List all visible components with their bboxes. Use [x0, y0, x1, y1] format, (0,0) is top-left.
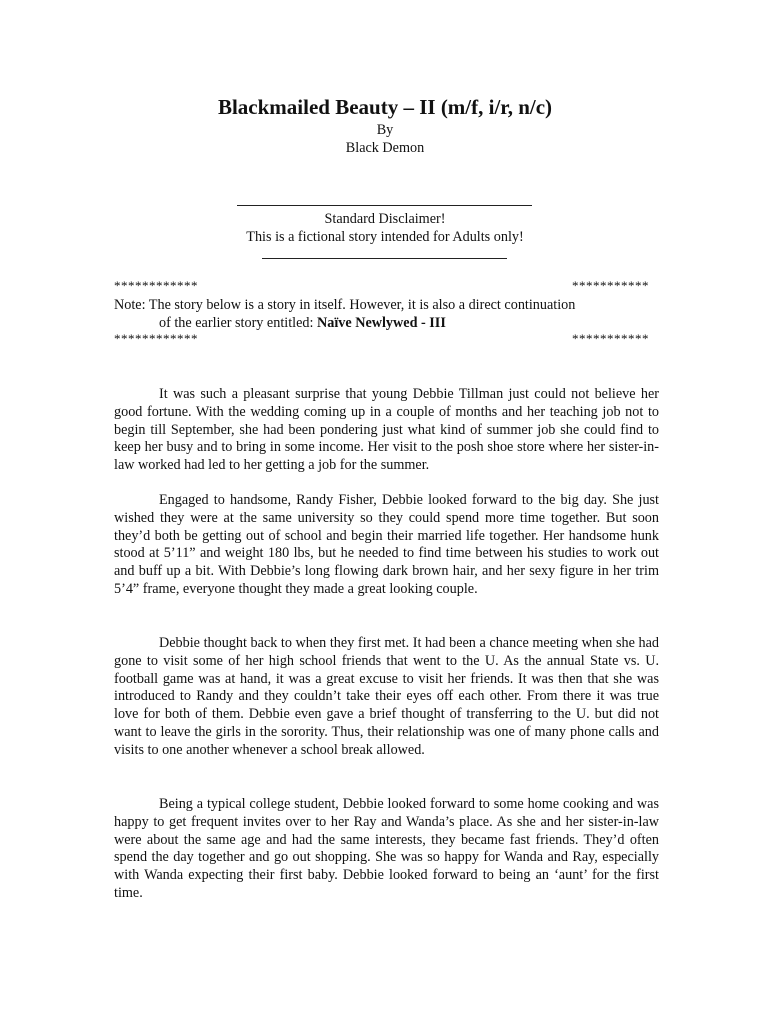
note-prefix: of the earlier story entitled:	[159, 315, 317, 331]
continuation-note-line2	[159, 314, 446, 332]
author-name: Black Demon	[345, 140, 425, 156]
previous-story-title: Naïve Newlywed - III	[316, 315, 446, 331]
by-label: By	[376, 122, 394, 138]
story-paragraph: Debbie thought back to when they first met. It had been a chance meeting when she had gone to visit some of her high school friends that went to the U. As the annual State vs. U. football game was at hand, it was a great excuse to visit her friends. It was then that she was introduced to Randy and they couldn’t take their eyes off each other. From there it was true love for both of them. Debbie even gave a brief thought of transferring to the U. but did not want to leave the girls in the sorority. Thus, their relationship was one of many phone calls and visits to one another whenever a school break allowed.	[114, 635, 659, 758]
disclaimer-heading: Standard Disclaimer!	[324, 211, 446, 227]
story-paragraph: Being a typical college student, Debbie looked forward to some home cooking and was happy to get frequent invites over to her Ray and Wanda’s place. As she and her sister-in-law were about the same age and had the same interests, they became fast friends. They’d often spend the day together and go out shopping. She was so happy for Wanda and Ray, especially with Wanda expecting their first baby. Debbie looked forward to being an ‘aunt’ for the first time.	[114, 796, 659, 901]
top-divider	[237, 205, 532, 206]
story-title: Blackmailed Beauty – II (m/f, i/r, n/c)	[217, 95, 553, 119]
stars-right-bottom: ***********	[572, 331, 649, 346]
story-paragraph: It was such a pleasant surprise that young Debbie Tillman just could not believe her good fortune. With the wedding coming up in a couple of months and her teaching job not to begin till September, she had been pondering just what kind of summer job she could find to keep her busy and to bring in some income. Her visit to the posh shoe store where her sister-in-law worked had led to her getting a job for the summer.	[114, 386, 659, 474]
stars-left-top: ************	[114, 278, 198, 293]
continuation-note: Note: The story below is a story in itself. However, it is also a direct continuation	[114, 297, 576, 313]
stars-left-bottom: ************	[114, 331, 198, 346]
bottom-divider	[262, 258, 507, 259]
disclaimer-text: This is a fictional story intended for Adults only!	[246, 229, 524, 245]
stars-right-top: ***********	[572, 278, 649, 293]
story-paragraph: Engaged to handsome, Randy Fisher, Debbie looked forward to the big day. She just wished they were at the same university so they could spend more time together. But soon they’d both be getting out of school and begin their married life together. Her handsome hunk stood at 5’11” and weight 180 lbs, but he needed to find time between his studies to work out and buff up a bit. With Debbie’s long flowing dark brown hair, and her sexy figure in her trim 5’4” frame, everyone thought they made a great looking couple.	[114, 492, 659, 597]
